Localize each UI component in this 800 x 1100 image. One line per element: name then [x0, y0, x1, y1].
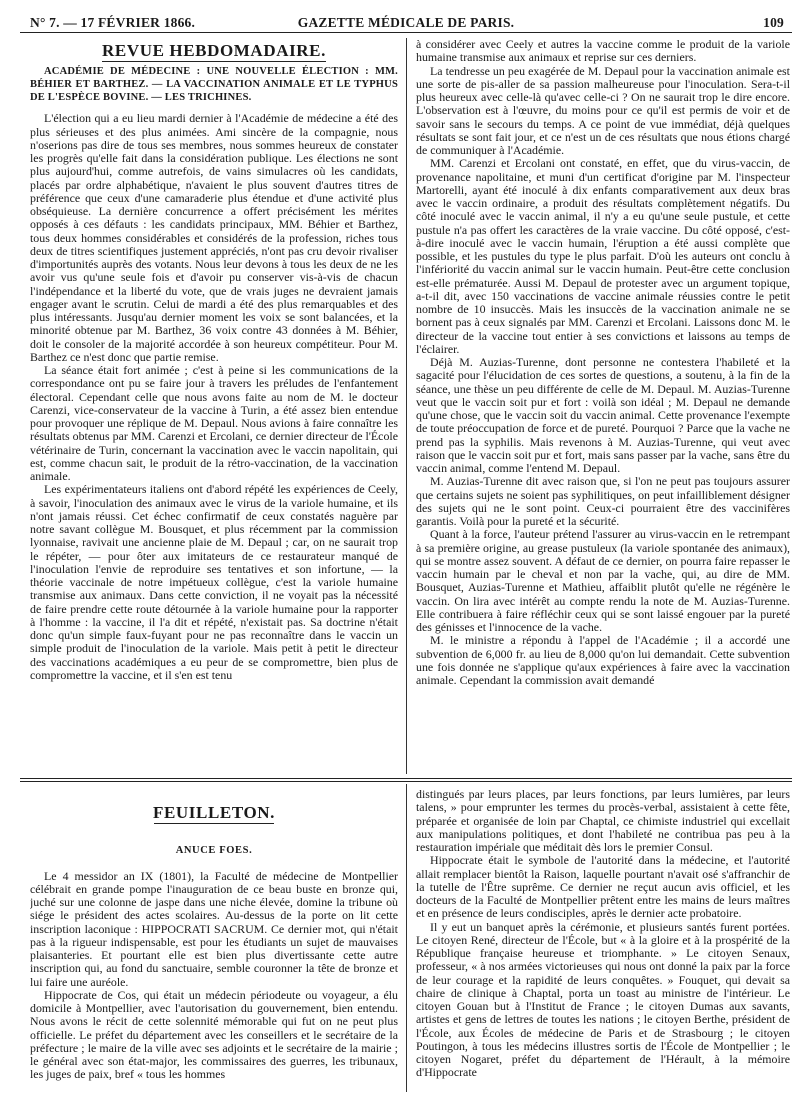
paragraph: Il y eut un banquet après la cérémonie, et plusieurs santés furent portées. Le citoyen René, directeur de l'École, but « à la gloire et à la prospérité de la République française heureuse et triomphante. » Le citoyen Senaux, professeur, « à nos armées victorieuses qui nous ont donné la paix par la force de leur courage et la rapidité de leurs conquêtes. » Fouquet, qui devait sa chaire de clinique à Chaptal, porta un toast au ministre de l'intérieur. Le citoyen Gouan but à l'Institut de France ; le citoyen Dumas aux savants, artistes et gens de lettres de toutes les nations ; le citoyen Berthe, président de l'École, aux Écoles de médecine de Paris et de Strasbourg ; le citoyen Poutingon, à tous les médecins illustres sortis de l'École de Montpellier ; le citoyen Nogaret, préfet du département de l'Hérault, à la mémoire d'Hippocrate [416, 919, 790, 1080]
revue-title: REVUE HEBDOMADAIRE. [102, 41, 326, 60]
paragraph: M. le ministre a répondu à l'appel de l'Académie ; il a accordé une subvention de 6,000 fr. au lieu de 8,000 qu'on lui demandait. Cette subvention une fois donnée ne s'applique qu'aux expériences à faire avec la vaccination animale. Cependant la commission avait demandé [416, 633, 790, 687]
paragraph: Quant à la force, l'auteur prétend l'assurer au virus-vaccin en le retrempant à sa première origine, au grease pustuleux (la variole spontanée des animaux), qui se montre assez souvent. A défaut de ce dernier, on pourra faire repasser le vaccin humain par le cheval et non par la vache, qui, au dire de MM. Bousquet, Auzias-Turenne et Mathieu, affaiblit plutôt qu'elle ne régénère le vaccin. On lira avec intérêt au compte rendu la note de M. Auzias-Turenne. Elle contribuera à faire réfléchir ceux qui se sont laissé engouer par la pureté des génisses et l'innocence de la vache. [416, 527, 790, 634]
paragraph: à considérer avec Ceely et autres la vaccine comme le produit de la variole humaine transmise aux animaux et reprise sur ces derniers. [416, 38, 790, 65]
feuilleton-right-column [416, 788, 790, 1092]
column-divider [406, 784, 407, 1092]
feuilleton-subtitle: ANUCE FOES. [175, 845, 253, 857]
paragraph: L'élection qui a eu lieu mardi dernier à l'Académie de médecine a été des plus sérieuses et des plus animées. Ami sincère de la compagnie, nous n'oserions pas dire de tous ses membres, nous sommes heureux de constater les progrès qu'elle fait dans la considération publique. Les élections ne sont plus aujourd'hui, comme autrefois, de vains simulacres où les candidats, placés par ordre alphabétique, n'avaient le plus souvent d'autres titres de préférence que ceux d'une camaraderie plus étendue et d'une activité plus obséquieuse. La dernière concurrence a offert précisément les mérites opposés à ces défauts : les candidats principaux, MM. Béhier et Barthez, tous deux hommes considérables et considérés de la profession, riches tous deux de titres scientifiques justement appréciés, n'ont pas cru devoir rivaliser d'importunités auprès des votants. Nous leur devons à tous les deux de ne les avoir vus qu'une seule fois et d'avoir pu conserver vis-à-vis de chacun l'indépendance et la liberté du vote, que de vrais juges ne devraient jamais engager avant le scrutin. Celui de mardi a été des plus remarquables et des plus intéressants. Jusqu'au dernier moment les voix se sont balancées, et la minorité obtenue par M. Barthez, 36 voix contre 43 données à M. Béhier, doit le consoler de la majorité accordée à son heureux compétiteur. Pour M. Barthez ce n'est donc que partie remise. [30, 111, 398, 364]
revue-summary: ACADÉMIE DE MÉDECINE : UNE NOUVELLE ÉLECTION : MM. BÉHIER ET BARTHEZ. — LA VACCINATION ANIMALE ET LE TYPHUS DE L'ESPÈCE BOVINE. — LES TRICHINES. [30, 66, 398, 104]
feuilleton-title: FEUILLETON. [152, 803, 275, 822]
newspaper-page [20, 12, 792, 1094]
revue-right-column [416, 38, 790, 770]
revue-left-column [30, 38, 398, 770]
paragraph: distingués par leurs places, par leurs fonctions, par leurs lumières, par leurs talens, » pour emprunter les termes du procès-verbal, assistaient à cette fête, préparée et organisée de loin par Chaptal, ce chimiste industriel qui excellait aux manipulations politiques, et dont l'habileté ne contribua pas peu à la restauration impériale que méditait dès lors le premier Consul. [416, 788, 790, 854]
paragraph: La séance était fort animée ; c'est à peine si les communications de la correspondance ont pu se faire jour à travers les préludes de l'enfantement électoral. Cependant celle que nous avons faite au nom de M. le docteur Carenzi, vice-conservateur de la vaccine à Turin, a été assez bien entendue pour provoquer une réplique de M. Depaul. Nous avions à faire connaître les résultats obtenus par MM. Carenzi et Ercolani, ce dernier directeur de l'École vétérinaire de Turin, concernant la vaccination avec le vaccin napolitain, qui est, comme chacun sait, le produit de la rétro-vaccination, de la vaccination animale. [30, 363, 398, 483]
paragraph: La tendresse un peu exagérée de M. Depaul pour la vaccination animale est une sorte de pis-aller de sa passion malheureuse pour l'inoculation. Sera-t-il plus heureux avec celle-là qu'avec celle-ci ? On ne saurait trop le dire encore. L'observation est à l'œuvre, du moins pour ce qu'il est permis de voir et de savoir sans le secours du temps. A ce point de vue immédiat, déjà quelques résultats se sont fait jour, et ce n'est un de ces résultats que nous étions chargé de communiquer à l'Académie. [416, 63, 790, 157]
feuilleton-left-column [30, 788, 398, 1092]
page-number: 109 [763, 15, 784, 30]
issue-date: N° 7. — 17 FÉVRIER 1866. [30, 15, 196, 30]
paragraph: Les expérimentateurs italiens ont d'abord répété les expériences de Ceely, à savoir, l'inoculation des animaux avec le virus de la variole humaine, et ils n'ont jamais réussi. Cet échec confirmatif de ceux constatés naguère par notre savant collègue M. Bousquet, et plus récemment par la commission lyonnaise, ravivait une ancienne plaie de M. Depaul ; car, on ne saurait trop le répéter, — pour ôter aux imitateurs de ce restaurateur manqué de l'inoculation l'envie de reproduire ses tentatives et son infortune, — la théorie vaccinale de notre impétueux collègue, c'est la variole humaine transmise aux animaux. Dans cette conviction, il ne voyait pas la nécessité de faire prendre cette route détournée à la variole humaine pour la rapporter à l'homme : la vaccine, il l'a dit et répété, n'existait pas. Sa doctrine n'était donc qu'un simple faux-fuyant pour ne pas reconnaître dans le vaccin un simple produit de l'inoculation de la variole. Mais petit à petit le directeur des vaccinations académiques a eu peur de se compromettre, bien plus de compromettre la vaccine, et il s'en est tenu [30, 482, 398, 682]
column-divider [406, 38, 407, 774]
paragraph: Le 4 messidor an IX (1801), la Faculté de médecine de Montpellier célébrait en grande pompe l'inauguration de ce beau buste en bronze qui, juché sur une colonne de jaspe dans une niche élevée, domine la tribune où siége le président des actes scolaires. Au-dessus de la porte on lit cette inscription laconique : HIPPOCRATI SACRUM. Ce dernier mot, qui n'était pas à la rigueur indispensable, est pour les étudiants un sujet de mauvaises plaisanteries. Et pourtant elle est bien plus divertissante cette autre inscription qui, au fond du sanctuaire, semble couronner la tête de bronze et lui faire une auréole. [30, 868, 398, 989]
paragraph: Hippocrate était le symbole de l'autorité dans la médecine, et l'autorité allait remplacer bientôt la Raison, laquelle pourtant n'avait osé s'affranchir de la tutelle de l'Être suprême. Ce dernier ne reçut aucun avis officiel, et les docteurs de la Faculté de Montpellier prêtent entre les mains de leurs maîtres et en présence de leurs condisciples, après le dernier acte probatoire. [416, 853, 790, 921]
paragraph: Déjà M. Auzias-Turenne, dont personne ne contestera l'habileté et la sagacité pour l'élucidation de ces sortes de questions, a soutenu, à la fin de la séance, une thèse un peu différente de celle de M. Depaul. M. Auzias-Turenne veut que le vaccin soit pur et fort : voilà son idéal ; M. Depaul ne demande qu'une chose, que le vaccin soit du vaccin animal. Cette provenance l'exempte de toute préoccupation de force et de pureté. Pourquoi ? Parce que la vache ne prend pas la syphilis. Mais revenons à M. Auzias-Turenne, qui veut avec raison que le vaccin soit pur et fort, mais sans passer par la vache, sans être du vaccin animal, comme l'entend M. Depaul. [416, 355, 790, 475]
paragraph: MM. Carenzi et Ercolani ont constaté, en effet, que du virus-vaccin, de provenance napolitaine, et muni d'un certificat d'origine par M. l'inspecteur Martorelli, ayant été inoculé à dix enfants comparativement aux deux bras avec le vaccin ordinaire, a produit des résultats complètement négatifs. Du côté inoculé avec le vaccin animal, il n'y a eu qu'une seule pustule, et cette pustule n'a pas offert les caractères de la vraie vaccine. Du côté opposé, c'est-à-dire inoculé avec le vaccin humain, l'éruption a été aussi complète que possible, et les pustules du type le plus parfait. D'où les auteurs ont conclu à l'infériorité du vaccin animal sur le vaccin humain. Peut-être cette conclusion est-elle prématurée. Aussi M. Depaul de protester avec un argument topique, a-t-il dit, avec 150 vaccinations de vaccine animale réussies contre le petit nombre de 10 insuccès. Mais les insuccès de la vaccination animale ne se bornent pas à ceux signalés par MM. Carenzi et Ercolani. Laissons donc M. le directeur de la vaccine tout entier à ses convictions et laissons au temps de l'éclairer. [416, 156, 790, 356]
title-rule [154, 823, 274, 824]
paragraph: Hippocrate de Cos, qui était un médecin périodeute ou voyageur, a élu domicile à Montpellier, avec l'autorisation du gouvernement, bien entendu. Nous avons le récit de cette solennité mémorable qui fut on ne peut plus officielle. Le préfet du département avec les conseillers et le secrétaire de la préfecture ; le maire de la ville avec ses adjoints et le secrétaire de la mairie ; le général avec son état-major, les commissaires des guerres, les tribunaux, les juges de paix, bref « tous les hommes [30, 987, 398, 1082]
journal-title: GAZETTE MÉDICALE DE PARIS. [297, 15, 515, 30]
paragraph: M. Auzias-Turenne dit avec raison que, si l'on ne peut pas toujours assurer que certains sujets ne soient pas syphilitiques, on peut infailliblement désigner des sujets qui ne le sont point. Ceux-ci pourraient être des vaccinifères garantis. Voilà pour la pureté et la sécurité. [416, 474, 790, 528]
page-header [20, 12, 792, 33]
feuilleton-separator [20, 778, 792, 782]
